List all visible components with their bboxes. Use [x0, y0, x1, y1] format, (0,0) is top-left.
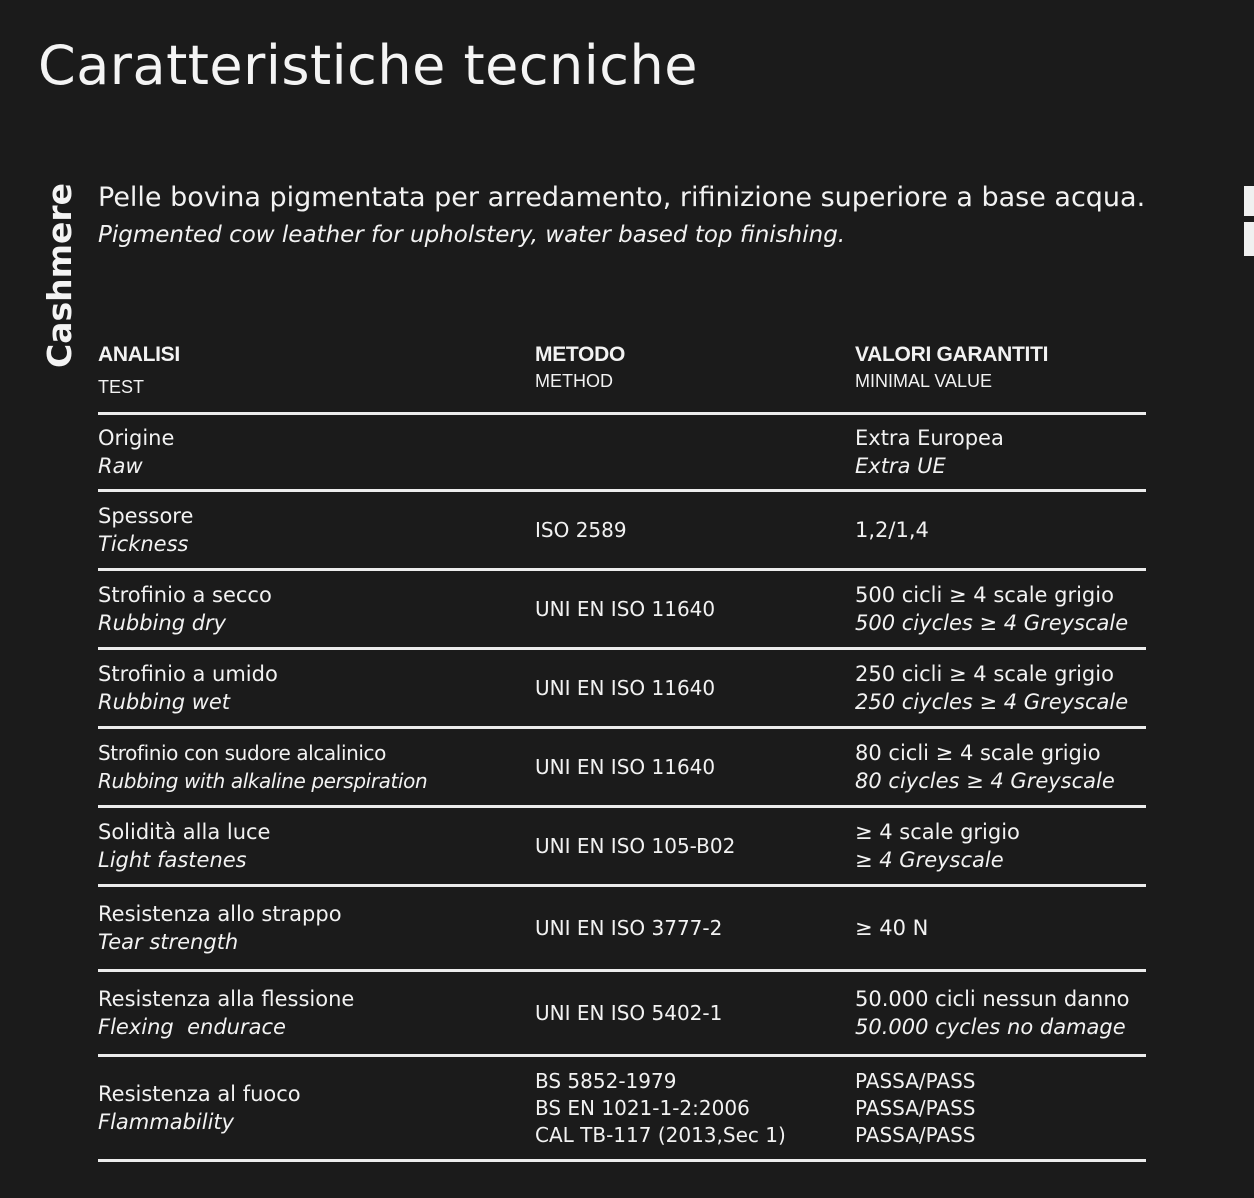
- table-row: [98, 492, 1146, 571]
- method-value: UNI EN ISO 11640: [535, 754, 716, 779]
- spec-table: [98, 340, 1146, 1162]
- test-cell: [98, 660, 535, 716]
- method-cell: [535, 596, 855, 623]
- test-name-en: Flammability: [98, 1110, 235, 1134]
- edge-mark: [1244, 186, 1254, 216]
- value-it: 500 cicli ≥ 4 scale grigio: [855, 583, 1114, 607]
- header-test: [98, 340, 535, 412]
- table-row: [98, 571, 1146, 650]
- test-name-it: Strofinio con sudore alcalinico: [98, 741, 386, 765]
- method-cell: [535, 1068, 855, 1149]
- value-result: PASSA/PASS: [855, 1095, 976, 1120]
- page-title: Caratteristiche tecniche: [38, 34, 698, 97]
- test-cell: [98, 1080, 535, 1136]
- value-it: Extra Europea: [855, 426, 1004, 450]
- test-cell: [98, 900, 535, 956]
- method-cell: [535, 517, 855, 544]
- test-cell: [98, 424, 535, 480]
- value-cell: [855, 739, 1146, 795]
- method-value: UNI EN ISO 11640: [535, 596, 716, 621]
- test-name-en: Rubbing dry: [98, 611, 227, 635]
- method-value: ISO 2589: [535, 517, 627, 542]
- header-method-en: METHOD: [535, 371, 613, 391]
- method-value: UNI EN ISO 105-B02: [535, 833, 736, 858]
- value-it: 250 cicli ≥ 4 scale grigio: [855, 662, 1114, 686]
- method-value: BS 5852-1979: [535, 1068, 677, 1093]
- method-cell: [535, 675, 855, 702]
- header-value: [855, 340, 1146, 412]
- test-name-en: Tear strength: [98, 930, 239, 954]
- value-result: PASSA/PASS: [855, 1068, 976, 1093]
- value-en: 80 ciycles ≥ 4 Greyscale: [855, 769, 1115, 793]
- method-cell: [535, 833, 855, 860]
- value-cell: [855, 660, 1146, 716]
- test-name-en: Light fastenes: [98, 848, 247, 872]
- table-row: [98, 887, 1146, 972]
- test-name-en: Raw: [98, 454, 143, 478]
- value-it: 50.000 cicli nessun danno: [855, 987, 1130, 1011]
- method-value: CAL TB-117 (2013,Sec 1): [535, 1122, 786, 1147]
- test-name-en: Rubbing with alkaline perspiration: [98, 769, 428, 793]
- header-value-en: MINIMAL VALUE: [855, 371, 993, 391]
- description-english: Pigmented cow leather for upholstery, water based top finishing.: [98, 222, 846, 248]
- method-value: BS EN 1021-1-2:2006: [535, 1095, 750, 1120]
- product-name-vertical: Cashmere: [40, 182, 79, 368]
- test-name-it: Resistenza al fuoco: [98, 1082, 301, 1106]
- test-cell: [98, 818, 535, 874]
- test-name-it: Solidità alla luce: [98, 820, 271, 844]
- test-name-it: Resistenza alla flessione: [98, 987, 355, 1011]
- value-cell: [855, 424, 1146, 480]
- edge-mark: [1244, 222, 1254, 256]
- test-cell: [98, 581, 535, 637]
- value-it: 80 cicli ≥ 4 scale grigio: [855, 741, 1101, 765]
- value-cell: [855, 516, 1146, 544]
- test-cell: [98, 739, 535, 795]
- test-name-en: Rubbing wet: [98, 690, 231, 714]
- test-name-it: Strofinio a secco: [98, 583, 272, 607]
- value-it: 1,2/1,4: [855, 518, 929, 542]
- table-row: [98, 415, 1146, 492]
- value-cell: [855, 581, 1146, 637]
- test-name-en: Flexing endurace: [98, 1015, 286, 1039]
- table-row: [98, 650, 1146, 729]
- header-value-it: VALORI GARANTITI: [855, 343, 1049, 366]
- method-cell: [535, 1000, 855, 1027]
- test-name-it: Spessore: [98, 504, 194, 528]
- product-description: [98, 178, 1178, 252]
- value-cell: [855, 818, 1146, 874]
- test-name-it: Resistenza allo strappo: [98, 902, 342, 926]
- test-name-en: Tickness: [98, 532, 189, 556]
- value-en: 250 ciycles ≥ 4 Greyscale: [855, 690, 1129, 714]
- method-cell: [535, 754, 855, 781]
- value-cell: [855, 1068, 1146, 1149]
- table-row: [98, 808, 1146, 887]
- description-italian: Pelle bovina pigmentata per arredamento, rifinizione superiore a base acqua.: [98, 182, 1146, 213]
- header-test-it: ANALISI: [98, 343, 180, 366]
- value-it: ≥ 40 N: [855, 916, 929, 940]
- method-value: UNI EN ISO 11640: [535, 675, 716, 700]
- value-en: Extra UE: [855, 454, 946, 478]
- test-name-it: Origine: [98, 426, 175, 450]
- header-method-it: METODO: [535, 343, 625, 366]
- test-cell: [98, 985, 535, 1041]
- header-test-en: TEST: [98, 377, 145, 397]
- value-result: PASSA/PASS: [855, 1122, 976, 1147]
- table-row: [98, 1057, 1146, 1162]
- table-row: [98, 729, 1146, 808]
- method-cell: [535, 915, 855, 942]
- test-name-it: Strofinio a umido: [98, 662, 278, 686]
- method-value: UNI EN ISO 5402-1: [535, 1000, 723, 1025]
- value-en: 500 ciycles ≥ 4 Greyscale: [855, 611, 1129, 635]
- table-row: [98, 972, 1146, 1057]
- value-cell: [855, 985, 1146, 1041]
- test-cell: [98, 502, 535, 558]
- value-en: ≥ 4 Greyscale: [855, 848, 1004, 872]
- table-header: [98, 340, 1146, 415]
- method-value: UNI EN ISO 3777-2: [535, 915, 723, 940]
- value-it: ≥ 4 scale grigio: [855, 820, 1020, 844]
- value-cell: [855, 914, 1146, 942]
- header-method: [535, 340, 855, 412]
- value-en: 50.000 cycles no damage: [855, 1015, 1126, 1039]
